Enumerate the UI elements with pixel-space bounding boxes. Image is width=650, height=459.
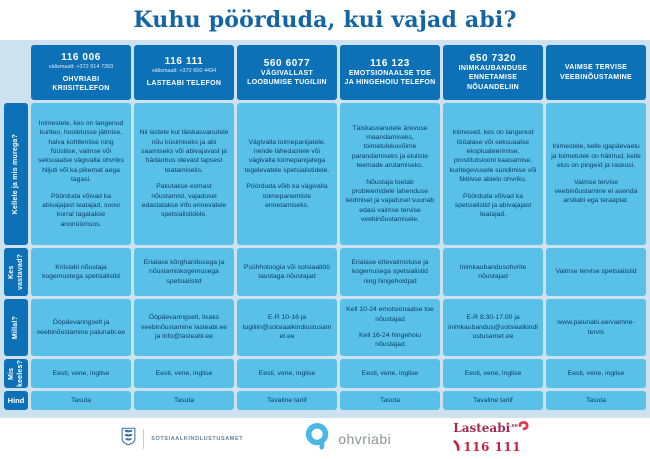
page-title: Kuhu pöörduda, kui vajad abi? — [133, 7, 517, 33]
cell-language-lasteabi: Eesti, vene, inglise — [134, 359, 234, 388]
cell-who-lasteabi: Nii lastele kui täiskasvanutele nõu küsimiseks ja abi saamiseks või abivajavast ja hädaohus olevast lapsest teatamiseks. Pakutakse esmast nõustamist, vajadusel edastatakse info erinevatele spetsialistidele. — [134, 103, 234, 245]
cell-when-lasteabi: Ööpäevaringselt, lisaks veebinõustamine lasteabi.ee ja info@lasteabi.ee — [134, 299, 234, 356]
phone-number: 560 6077 — [263, 57, 311, 69]
cell-answers-vaimne-tervis: Vaimse tervise spetsialistid — [546, 248, 646, 296]
row-label-text: Mis keeles? — [7, 359, 24, 388]
cell-price-vaimne-tervis: Tasuta — [546, 391, 646, 410]
row-label-when — [4, 299, 28, 356]
row-label-text: Hind — [7, 396, 25, 405]
info-table-panel — [0, 40, 650, 418]
logo-sotsiaalkindlustusamet — [121, 427, 243, 451]
estonia-crest-icon — [121, 427, 136, 451]
cell-when-vaimne-tervis: www.palunabi.ee/vaimne-tervis — [546, 299, 646, 356]
cell-price-lasteabi: Tasuta — [134, 391, 234, 410]
corner-spacer — [4, 45, 28, 100]
cell-language-inimkaubandus: Eesti, vene, inglise — [443, 359, 543, 388]
row-label-text: Millal? — [12, 315, 20, 340]
cell-when-vagivallast: E-R 10-16 ja tugiliin@sotsiaalkindlustusamet.ee — [237, 299, 337, 356]
phone-number: 116 123 — [370, 57, 410, 69]
lasteabi-name: Lasteabi — [453, 421, 511, 435]
column-header-ohvriabi — [31, 45, 131, 100]
logo-divider — [143, 429, 144, 449]
title-bar — [0, 0, 650, 40]
row-label-price — [4, 391, 28, 410]
lasteabi-phone: 116 111 — [463, 440, 522, 454]
helplines-table — [4, 45, 646, 415]
question-curl-icon — [518, 422, 529, 438]
cell-answers-vagivallast: Psühholoogia või sotsiaaltöö taustaga nõustajad — [237, 248, 337, 296]
lasteabi-tld: .ee — [510, 423, 518, 429]
row-label-text: Kellele ja mis murega? — [12, 133, 20, 215]
cell-language-vagivallast: Eesti, vene, inglise — [237, 359, 337, 388]
row-label-who — [4, 103, 28, 245]
column-header-emotsionaalne — [340, 45, 440, 100]
cell-when-emotsionaalne: Kell 10-24 emotsionaalse toe nõustajad Kell 16-24 hingehoiu nõustajad — [340, 299, 440, 356]
column-header-vaimne-tervis — [546, 45, 646, 100]
ohvriabi-label: ohvriabi — [338, 430, 392, 447]
cell-answers-lasteabi: Erialase kõrgharidusega ja nõustamiskogemusega spetsialistid — [134, 248, 234, 296]
phone-number: 116 111 — [164, 56, 204, 68]
cell-language-ohvriabi: Eesti, vene, inglise — [31, 359, 131, 388]
column-header-lasteabi — [134, 45, 234, 100]
helpline-name: VAIMSE TERVISE VEEBINÕUSTAMINE — [559, 64, 633, 81]
logo-ohvriabi — [305, 422, 391, 455]
cell-when-inimkaubandus: E-R 8.30-17.00 ja inimkaubandus@sotsiaalkindlustusamet.ee — [443, 299, 543, 356]
helpline-name: INIMKAUBANDUSE ENNETAMISE NÕUANDELIIN — [458, 65, 528, 91]
cell-who-ohvriabi: Inimestele, kes on langenud kuriteo, hooletusse jätmise, halva kohtlemise ning füüsilise, vaimse või seksuaalse vägivalla ohvriks hiljuti või ka pikemat aega tagasi. Pöörduda võivad ka abivajajast teatajad, soovi korral tagatakse anonüümsus. — [31, 103, 131, 245]
helpline-name: VÄGIVALLAST LOOBUMISE TUGILIIN — [247, 69, 327, 86]
cell-price-vagivallast: Tavaline tariif — [237, 391, 337, 410]
helpline-name: EMOTSIONAALSE TOE JA HINGEHOIU TELEFON — [344, 69, 436, 86]
ohvriabi-circle-icon — [305, 422, 331, 455]
helpline-name: OHVRIABI KRIISITELEFON — [52, 75, 110, 92]
column-header-vagivallast — [237, 45, 337, 100]
cell-answers-inimkaubandus: Inimkaubandusohvrite nõustajad — [443, 248, 543, 296]
cell-when-ohvriabi: Ööpäevaringselt ja veebinõustamine palunabi.ee — [31, 299, 131, 356]
cell-answers-ohvriabi: Kriisiabi nõustaja kogemustega spetsialistid — [31, 248, 131, 296]
cell-answers-emotsionaalne: Erialase ettevalmistuse ja kogemusega spetsialistid ning hingehoidjad — [340, 248, 440, 296]
sotsiaalkindlustusamet-label: SOTSIAALKINDLUSTUSAMET — [151, 435, 244, 442]
logo-lasteabi — [453, 422, 529, 455]
foreign-number: välismaalt: +372 614 7393 — [48, 63, 114, 70]
phone-number: 116 006 — [61, 51, 101, 63]
cell-price-inimkaubandus: Tavaline tariif — [443, 391, 543, 410]
phone-number: 650 7320 — [469, 53, 517, 65]
cell-price-emotsionaalne: Tasuta — [340, 391, 440, 410]
cell-language-emotsionaalne: Eesti, vene, inglise — [340, 359, 440, 388]
cell-who-vagivallast: Vägivalla toimepanijatele, nende lähedastele või vägivalla toimepanijatega tegelevatele spetsialistidele. Pöörduda võib ka vägivalla toimepanemiste ennetamiseks. — [237, 103, 337, 245]
column-header-inimkaubandus — [443, 45, 543, 100]
row-label-language — [4, 359, 28, 388]
footer-logos — [0, 418, 650, 459]
cell-who-inimkaubandus: Inimesed, kes on langenud tööalase või seksuaalse ekspluateerimise, prostitutsiooni kaasamise, kuritegevusele sundimise või fiktiivse abielu ohvriks. Pöörduda võivad ka spetsialistid ja abivajajast teatajad. — [443, 103, 543, 245]
row-label-answers — [4, 248, 28, 296]
cell-price-ohvriabi: Tasuta — [31, 391, 131, 410]
cell-who-emotsionaalne: Täiskasvanutele ärevuse maandamiseks, toimetulekuvõime parandamiseks ja eluliste teemade arutamiseks. Nõustaja toetab probleemidele lahenduse leidmisel ja vajadusel suunab edasi vaimse tervise veebinõustamisele. — [340, 103, 440, 245]
foreign-number: välismaalt: +372 600 4434 — [151, 68, 217, 75]
row-label-text: Kes vastavad? — [7, 253, 24, 291]
cell-language-vaimne-tervis: Eesti, vene, inglise — [546, 359, 646, 388]
helpline-name: LASTEABI TELEFON — [146, 80, 222, 88]
phone-receiver-icon — [453, 439, 461, 455]
cell-who-vaimne-tervis: Inimestele, kelle igapäevaelu ja toimetulek on häiritud, kelle elus on pingeid ja raskusi. Vaimse tervise veebinõustamine ei asenda arstiabi ega teraapiat. — [546, 103, 646, 245]
